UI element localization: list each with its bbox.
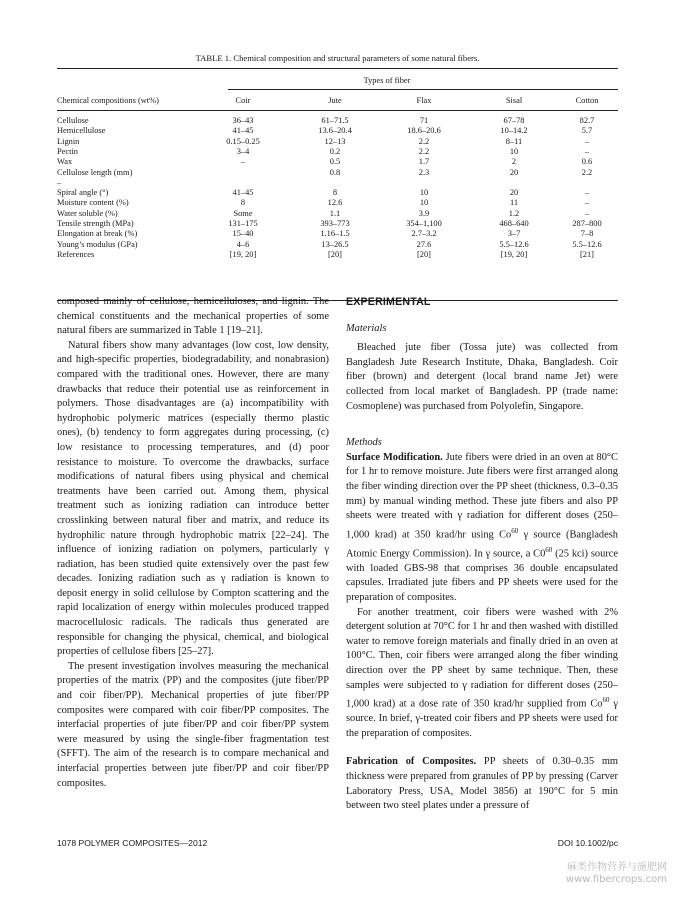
table-cell: –: [240, 157, 246, 167]
table-cell: 20: [509, 188, 519, 198]
table-top-rule: [57, 68, 618, 69]
paragraph: [346, 755, 618, 813]
table-cell: 20: [509, 167, 519, 177]
table-caption: TABLE 1. Chemical composition and structural parameters of some natural fibers.: [195, 53, 480, 63]
table-cell: 5.7: [581, 126, 593, 136]
paragraph: composed mainly of cellulose, hemicelluloses, and lignin. The chemical constituents and the mechanical properties of some natural fibers are summarized in Table 1 [19–21].: [57, 296, 329, 337]
table-cell: 36–43: [232, 116, 254, 125]
table-cell: 10–14.2: [500, 126, 528, 136]
table-cell: 27.6: [416, 239, 432, 249]
table-cell: 1.7: [418, 157, 430, 167]
table-cell: [20]: [417, 249, 431, 259]
table-cell: 131–175: [228, 219, 258, 228]
table-cell: 41–45: [232, 188, 254, 198]
table-cell: –: [584, 198, 590, 208]
right-column: [346, 295, 618, 814]
table-cell: 18.6–20.6: [407, 126, 441, 136]
table-cell: 4–6: [236, 239, 250, 249]
footer-journal: 1078 POLYMER COMPOSITES—2012: [57, 838, 208, 848]
table-cell: 8–11: [505, 136, 523, 146]
table-header-rule: [57, 110, 618, 111]
table-cell: 67–78: [503, 116, 525, 125]
table-row-label: Elongation at break (%): [57, 229, 138, 239]
table-cell: [19, 20]: [500, 249, 528, 259]
paragraph: [346, 606, 618, 742]
table-cell: 11: [509, 198, 519, 208]
text: γ source. In brief, γ-treated coir fibers and PP sheets were used for the preparation of composites.: [346, 698, 618, 739]
text: Jute fibers were dried in an oven at 80°C for 1 hr to remove moisture. Jute fibers were first arranged along the fiber winding direction over the PP sheet (thickness, 0.3–0.35 mm) by manual winding method. These jute fibers and also PP sheets were treated with γ radiation for different doses (250–1,000 krad) at 350 krad/hr using Co: [346, 451, 618, 541]
table-row-label: Tensile strength (MPa): [57, 219, 134, 228]
table-body: [57, 116, 618, 298]
table-row-label: Young’s modulus (GPa): [57, 239, 138, 249]
table-cell: 354–1,100: [406, 219, 442, 228]
table-cell: 12–13: [324, 136, 346, 146]
paragraph: The present investigation involves measuring the mechanical properties of the matrix (PP) and the composites (jute fiber/PP and coir fiber/PP). Mechanical properties of jute fiber/PP composites were compared with coir fiber/PP composites. The interfacial properties of jute fiber/PP and coir fiber/PP system were measured by using the single-fiber fragmentation test (SFFT). The aim of the research is to compare mechanical and interfacial properties between jute fiber/PP and coir fiber/PP composites.: [57, 660, 329, 789]
subsection-materials: Materials: [346, 322, 387, 334]
table-cell: 61–71.5: [321, 116, 349, 125]
table-cell: 1.16–1.5: [320, 229, 350, 239]
table-cell: –: [584, 208, 590, 218]
table-column-header: Coir: [235, 96, 251, 105]
table-cell: 287–800: [572, 219, 602, 228]
table-cell: 2: [511, 157, 517, 167]
superscript: 60: [511, 526, 519, 535]
table-cell: 10: [419, 198, 429, 208]
table-cell: [20]: [328, 249, 342, 259]
table-cell: 8: [332, 188, 338, 198]
superscript: 60: [602, 696, 610, 705]
table-group-header: Types of fiber: [363, 76, 411, 85]
table-cell: 82.7: [579, 116, 595, 125]
table-cell: 5.5–12.6: [499, 239, 529, 249]
table-column-headers: [57, 96, 618, 108]
table-row-label: Wax: [57, 157, 73, 167]
table-cell: 2.2: [418, 146, 430, 156]
table-cell: 5.5–12.6: [572, 239, 602, 249]
table-cell: 8: [240, 198, 246, 208]
table-cell: 0.6: [581, 157, 593, 167]
section-title: EXPERIMENTAL: [346, 296, 431, 308]
table-row-label: Cellulose: [57, 116, 89, 125]
table-column-header: Jute: [328, 96, 342, 105]
table-cell: 12.6: [327, 198, 343, 208]
text: γ source (Bangladesh Atomic Energy Commission). In γ source, a C0: [346, 529, 618, 560]
table-cell: 15–40: [232, 229, 254, 239]
group-header-rule: [228, 89, 618, 90]
paragraph: [346, 451, 618, 606]
runin-heading: Surface Modification.: [346, 451, 443, 463]
runin-heading: Fabrication of Composites.: [346, 756, 477, 768]
table-cell: Some: [233, 208, 253, 218]
table-row-label: –: [57, 177, 62, 187]
table-cell: 2.3: [418, 167, 430, 177]
text: PP sheets of 0.30–0.35 mm thickness were prepared from granules of PP by pressing (Carver Laboratory Press, USA, Model 3856) at 190°C for 5 min between two steel plates under a pressure of: [346, 756, 618, 812]
table-cell: 7–8: [580, 229, 594, 239]
table-cell: 10: [509, 146, 519, 156]
table-cell: 2.2: [581, 167, 593, 177]
table-cell: [19, 20]: [229, 249, 257, 259]
table-row-header: Chemical compositions (wt%): [57, 96, 159, 105]
table-cell: –: [584, 188, 590, 198]
table-cell: 1.2: [508, 208, 520, 218]
table-cell: 393–773: [320, 219, 350, 228]
table-cell: –: [584, 146, 590, 156]
table-cell: 3–7: [507, 229, 521, 239]
table-column-header: Flax: [416, 96, 432, 105]
table-cell: 2.2: [418, 136, 430, 146]
table-cell: 0.5: [329, 157, 341, 167]
watermark-line: www.fibercrops.com: [565, 874, 667, 885]
watermark-line: 麻类作物营养与施肥网: [567, 862, 667, 873]
table-cell: 3.9: [418, 208, 430, 218]
table-column-header: Sisal: [505, 96, 523, 105]
superscript: 60: [545, 545, 553, 554]
watermark: [566, 862, 667, 886]
table-cell: 41–45: [232, 126, 254, 136]
table-row-label: Water soluble (%): [57, 208, 118, 218]
table-cell: 0.2: [329, 146, 341, 156]
paragraph: Bleached jute fiber (Tossa jute) was collected from Bangladesh Jute Research Institute, Dhaka, Bangladesh. Coir fiber (brown) and detergent (local brand name Jet) were collected from local market of Bangladesh. PP (trade name: Cosmoplene) was purchased from Polyolefin, Singapore.: [346, 342, 618, 412]
table-cell: 13–26.5: [321, 239, 349, 249]
table-cell: 468–640: [499, 219, 529, 228]
table-column-header: Cotton: [575, 96, 599, 105]
footer-doi: DOI 10.1002/pc: [557, 838, 618, 848]
text: (25 kci) source with loaded GBS-98 that comprises 36 double encapsulated capsules. Irradiated jute fibers and PP sheets were used for the preparation of composites.: [346, 548, 618, 604]
subsection-methods: Methods: [346, 437, 382, 449]
table-cell: 10: [419, 188, 429, 198]
text: For another treatment, coir fibers were washed with 2% detergent solution at 70°C for 1 hr and then washed with distilled water to remove foreign materials and finally dried in an oven at 100°C. Then, coir fibers were arranged along the fiber winding direction over the PP sheet by same technique. Then, these samples were subjected to γ radiation for different doses (250–1,000 krad) at a dose rate of 350 krad/hr supplied from Co: [346, 606, 618, 710]
table-cell: –: [584, 136, 590, 146]
left-column: [57, 295, 329, 791]
table-cell: 71: [419, 116, 429, 125]
table-row-label: Lignin: [57, 136, 80, 146]
table-row-label: Hemicellulose: [57, 126, 106, 136]
table-row-label: Moisture content (%): [57, 198, 129, 208]
table-cell: 13.6–20.4: [318, 126, 352, 136]
table-row-label: Spiral angle (°): [57, 188, 109, 198]
paragraph: Natural fibers show many advantages (low cost, low density, and high-specific properties, biodegradability, and nonabrasion) compared with the traditional ones. However, there are many drawbacks that reduce their potential use as reinforcement in polymers. Those disadvantages are (a) incompatibility with hydrophobic polymeric matrices (especially thermo plastic ones), (b) tendency to form aggregates during processing, (c) low resistance to processing temperatures, and (d) poor resistance to moisture. To overcome the drawbacks, surface modifications of natural fibers using physical and chemical treatments have been carried out. Among them, physical treatment such as ionizing radiation can introduce better crosslinking between natural fiber and matrix, and reduce its hydrophilic nature through hydrophobic matrix [22–24]. The influence of ionizing radiation on polymers, particularly γ radiation, has been studied quite extensively over the past few decades. Ionizing radiation such as γ radiation is known to deposit energy in solid cellulose by Compton scattering and the rapid localization of energy within molecules produced trapped macrocellulosic radicals. The radicals thus generated are responsible for changing the physical, chemical, and biological properties of cellulose fibers [25–27].: [57, 339, 329, 658]
table-cell: 2.7–3.2: [411, 229, 437, 239]
table-cell: [21]: [580, 249, 594, 259]
table-cell: 0.8: [329, 167, 341, 177]
table-row-label: References: [57, 249, 95, 259]
table-cell: 3–4: [236, 146, 250, 156]
table-cell: 0.15–0.25: [226, 136, 260, 146]
table-cell: 1.1: [329, 208, 341, 218]
table-row-label: Cellulose length (mm): [57, 167, 133, 177]
table-row-label: Pectin: [57, 146, 78, 156]
